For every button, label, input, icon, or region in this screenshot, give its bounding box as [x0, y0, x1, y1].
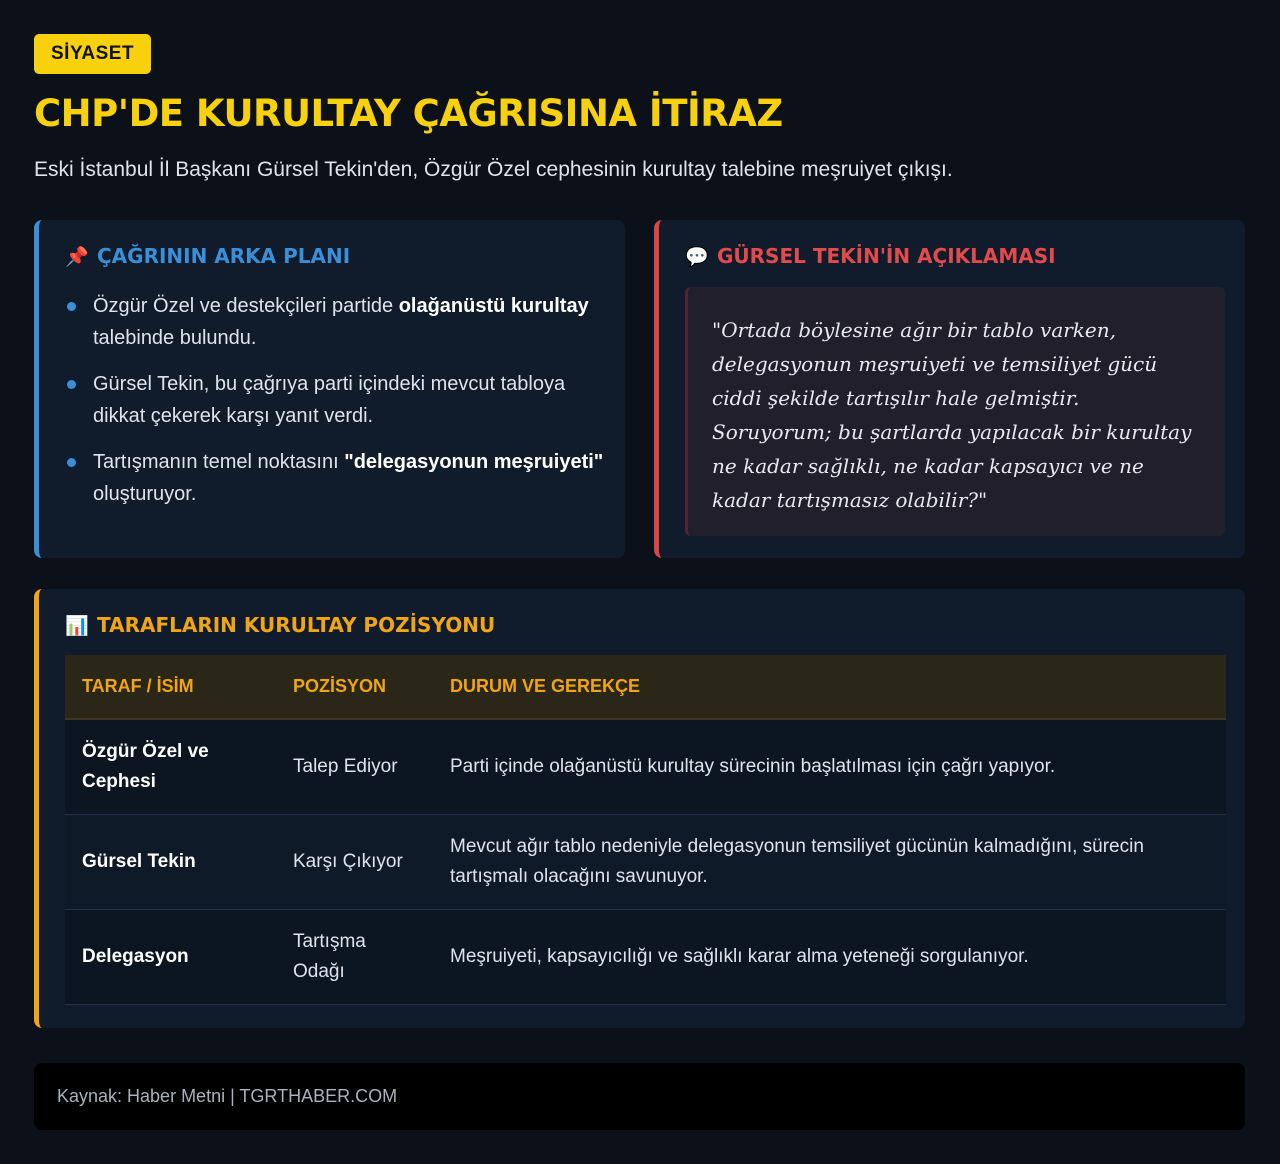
table-row: [65, 814, 1226, 909]
positions-card-heading: [65, 613, 495, 637]
page-title: CHP'DE KURULTAY ÇAĞRISINA İTİRAZ: [34, 92, 783, 135]
table-row: [65, 719, 1226, 814]
speech-bubble-icon: 💬: [685, 245, 709, 268]
row-reason: Mevcut ağır tablo nedeniyle delegasyonun temsiliyet gücünün kalmadığını, sürecin tartışmalı olacağını savunuyor.: [433, 814, 1226, 909]
background-card-heading: [65, 244, 350, 268]
list-item: Gürsel Tekin, bu çağrıya parti içindeki mevcut tabloya dikkat çekerek karşı yanıt verdi.: [65, 368, 605, 432]
source-footer: Kaynak: Haber Metni | TGRTHABER.COM: [34, 1063, 1245, 1130]
table-row: [65, 909, 1226, 1004]
page-subtitle: Eski İstanbul İl Başkanı Gürsel Tekin'den, Özgür Özel cephesinin kurultay talebine meşruiyet çıkışı.: [34, 158, 953, 181]
quote-box: [685, 287, 1225, 536]
background-card: [34, 220, 625, 558]
list-item: Özgür Özel ve destekçileri partide olağanüstü kurultay talebinde bulundu.: [65, 290, 605, 354]
statement-card-title: GÜRSEL TEKİN'İN AÇIKLAMASI: [717, 244, 1056, 268]
column-header-reason: DURUM VE GEREKÇE: [433, 655, 1226, 719]
row-position: Karşı Çıkıyor: [276, 814, 433, 909]
row-position: Tartışma Odağı: [276, 909, 433, 1004]
quote-text: "Ortada böylesine ağır bir tablo varken, delegasyonun meşruiyeti ve temsiliyet gücü ciddi şekilde tartışılır hale gelmiştir. Soruyorum; bu şartlarda yapılacak bir kurultay ne kadar sağlıklı, ne kadar kapsayıcı ve ne kadar tartışmasız olabilir?": [712, 318, 1192, 512]
statement-card-heading: [685, 244, 1056, 268]
column-header-party: TARAF / İSİM: [65, 655, 276, 719]
row-name: Özgür Özel ve Cephesi: [65, 719, 276, 814]
table-header-row: [65, 655, 1226, 719]
column-header-position: POZİSYON: [276, 655, 433, 719]
statement-card: [654, 220, 1245, 558]
bar-chart-icon: 📊: [65, 614, 89, 637]
row-name: Delegasyon: [65, 909, 276, 1004]
row-position: Talep Ediyor: [276, 719, 433, 814]
background-card-title: ÇAĞRININ ARKA PLANI: [97, 244, 351, 268]
positions-table: [65, 655, 1226, 1005]
positions-card-title: TARAFLARIN KURULTAY POZİSYONU: [97, 613, 496, 637]
row-reason: Meşruiyeti, kapsayıcılığı ve sağlıklı karar alma yeteneği sorgulanıyor.: [433, 909, 1226, 1004]
list-item: Tartışmanın temel noktasını "delegasyonun meşruiyeti" oluşturuyor.: [65, 446, 605, 510]
pushpin-icon: 📌: [65, 245, 89, 268]
row-reason: Parti içinde olağanüstü kurultay sürecinin başlatılması için çağrı yapıyor.: [433, 719, 1226, 814]
category-badge: SİYASET: [34, 34, 151, 74]
positions-card: [34, 589, 1245, 1028]
background-bullet-list: [65, 290, 605, 524]
row-name: Gürsel Tekin: [65, 814, 276, 909]
